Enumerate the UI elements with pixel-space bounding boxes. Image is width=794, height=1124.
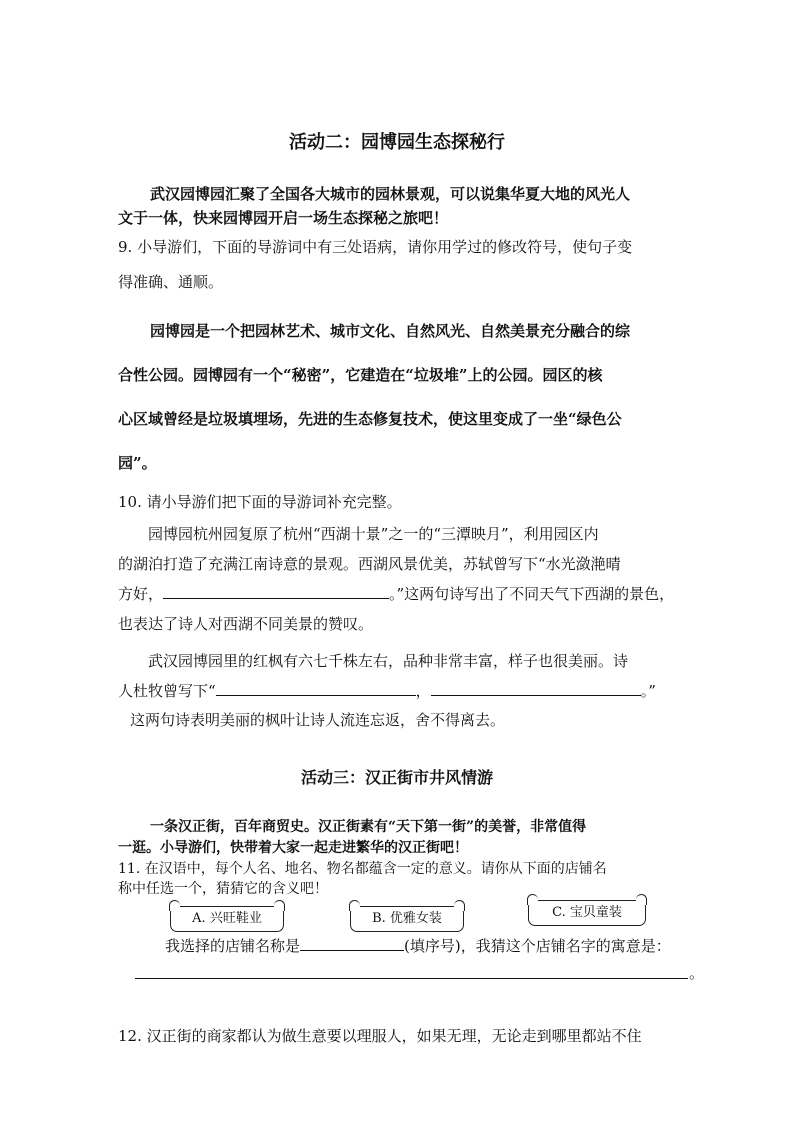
q10-prompt: 10. 请小导游们把下面的导游词补充完整。 [118, 493, 402, 511]
q11-prompt-line-1: 11. 在汉语中，每个人名、地名、物名都蕴含一定的意义。请你从下面的店铺名 [118, 861, 607, 877]
q9-passage-line-3: 心区域曾经是垃圾填埋场，先进的生态修复技术，使这里变成了一坐“绿色公 [118, 410, 622, 428]
q10-p2-line-1: 武汉园博园里的红枫有六七千株左右，品种非常丰富，样子也很美丽。诗 [148, 652, 629, 670]
q10-poem-blank-2[interactable] [216, 681, 416, 696]
q10-p1-line-1: 园博园杭州园复原了杭州“西湖十景”之一的“三潭映月”，利用园区内 [148, 525, 599, 543]
shop-option-b[interactable]: B. 优雅女装 [350, 906, 464, 932]
q11-answer-line [165, 935, 671, 956]
q10-p1-line-3 [118, 583, 674, 604]
q10-poem-blank-3[interactable] [431, 681, 641, 696]
activity2-intro-line-1: 武汉园博园汇聚了全国各大城市的园林景观，可以说集华夏大地的风光人 [150, 185, 631, 203]
q10-p2-line-2-end: 。” [640, 682, 656, 700]
q11-answer-start: 我选择的店铺名称是 [165, 937, 301, 955]
q10-p2-line-3: 这两句诗表明美丽的枫叶让诗人流连忘返，舍不得离去。 [130, 711, 506, 729]
q11-answer-end: (填序号)，我猜这个店铺名字的寓意是： [404, 937, 671, 955]
q11-option-blank[interactable] [300, 936, 404, 951]
q10-poem-blank-1[interactable] [163, 584, 389, 599]
q10-p1-line-3-end: 。”这两句诗写出了不同天气下西湖的景色， [389, 585, 675, 603]
activity2-title: 活动二：园博园生态探秘行 [289, 132, 505, 153]
activity3-title: 活动三：汉正街市井风情游 [300, 768, 493, 787]
q11-prompt-line-2: 称中任选一个，猜猜它的含义吧！ [118, 881, 328, 897]
activity3-intro-line-2: 一逛。小导游们，快带着大家一起走进繁华的汉正街吧！ [118, 840, 468, 856]
q10-p2-line-2-start: 人杜牧曾写下“ [118, 682, 216, 700]
activity3-intro-line-1: 一条汉正街，百年商贸史。汉正街素有“天下第一街”的美誉，非常值得 [150, 819, 587, 835]
q9-passage-line-2: 合性公园。园博园有一个“秘密”，它建造在“垃圾堆”上的公园。园区的核 [118, 366, 603, 384]
q11-period: 。 [689, 964, 705, 982]
activity2-intro-line-2: 文于一体，快来园博园开启一场生态探秘之旅吧！ [118, 209, 449, 227]
q12-prompt: 12. 汉正街的商家都认为做生意要以理服人，如果无理，无论走到哪里都站不住 [118, 1027, 642, 1045]
q9-passage-line-1: 园博园是一个把园林艺术、城市文化、自然风光、自然美景充分融合的综 [150, 322, 631, 340]
q10-p1-line-3-start: 方好， [118, 585, 164, 603]
shop-option-a[interactable]: A. 兴旺鞋业 [170, 906, 284, 932]
q10-p1-line-2: 的湖泊打造了充满江南诗意的景观。西湖风景优美，苏轼曾写下“水光潋滟晴 [118, 555, 621, 573]
shop-option-c[interactable]: C. 宝贝童装 [528, 900, 646, 926]
q11-meaning-blank[interactable] [135, 978, 688, 979]
q10-p2-line-2-mid: ， [415, 682, 431, 700]
q10-p2-line-2 [118, 680, 656, 701]
q9-prompt-line-1: 9. 小导游们，下面的导游词中有三处语病，请你用学过的修改符号，使句子变 [118, 238, 633, 256]
q10-p1-line-4: 也表达了诗人对西湖不同美景的赞叹。 [118, 615, 374, 633]
q9-prompt-line-2: 得准确、通顺。 [118, 273, 224, 291]
q9-passage-line-4: 园”。 [118, 454, 157, 472]
